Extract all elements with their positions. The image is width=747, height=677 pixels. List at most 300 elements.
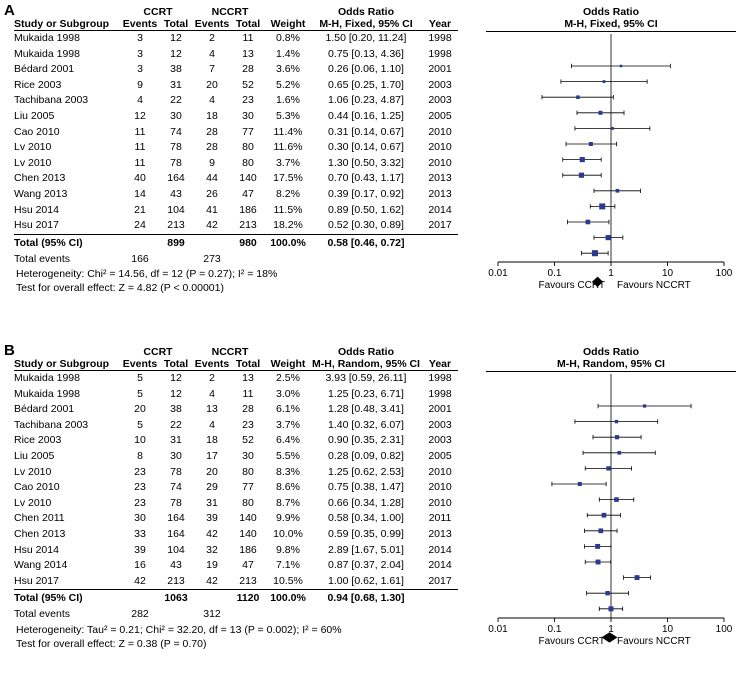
cell-e1: 11	[134, 141, 146, 154]
panel-a-total-row	[14, 234, 458, 252]
cell-weight: 9.9%	[276, 512, 300, 525]
cell-e1: 23	[134, 496, 146, 509]
cell-study: Lv 2010	[14, 141, 52, 154]
total-n2: 1120	[230, 590, 266, 608]
cell-e1: 42	[134, 574, 146, 587]
cell-study: Lv 2010	[14, 156, 52, 169]
cell-e2: 20	[206, 78, 218, 91]
cell-n1: 12	[170, 47, 182, 60]
cell-n1: 74	[170, 481, 182, 494]
cell-n1: 31	[170, 78, 182, 91]
cell-weight: 10.5%	[273, 574, 303, 587]
cell-e1: 11	[134, 125, 146, 138]
cell-year: 1998	[428, 32, 452, 44]
cell-n2: 47	[242, 187, 254, 200]
cell-weight: 3.7%	[276, 418, 300, 431]
cell-n2: 23	[242, 418, 254, 431]
cell-study: Bédard 2001	[14, 63, 75, 76]
panel-a-events-row	[14, 252, 458, 268]
table-row	[14, 574, 458, 590]
cell-study: Tachibana 2003	[14, 94, 89, 107]
cell-study: Hsu 2014	[14, 203, 59, 216]
cell-e1: 9	[137, 78, 143, 91]
cell-e2: 17	[206, 449, 218, 462]
cell-weight: 11.4%	[273, 125, 303, 138]
cell-year: 2013	[428, 172, 452, 185]
cell-weight: 1.4%	[276, 47, 300, 60]
cell-n1: 31	[170, 434, 182, 447]
cell-study: Mukaida 1998	[14, 372, 80, 384]
cell-n2: 11	[242, 32, 254, 44]
panel-b-overall-effect: Test for overall effect: Z = 0.38 (P = 0.70)	[16, 637, 207, 650]
cell-e1: 14	[134, 187, 146, 200]
cell-or: 1.25 [0.62, 2.53]	[328, 465, 404, 478]
panel-b-forest-svg	[486, 372, 736, 672]
cell-study: Chen 2011	[14, 512, 65, 525]
cell-e1: 10	[134, 434, 146, 447]
total-events-label: Total events	[14, 252, 71, 265]
header-total-2: Total	[230, 358, 266, 371]
header-year: Year	[422, 358, 458, 371]
cell-study: Liu 2005	[14, 449, 55, 462]
table-row	[14, 387, 458, 403]
cell-e2: 9	[209, 156, 215, 169]
cell-study: Cao 2010	[14, 481, 60, 494]
cell-n2: 140	[239, 512, 257, 525]
cell-n2: 213	[239, 574, 257, 587]
cell-n2: 28	[242, 403, 254, 416]
panel-a-rows	[14, 31, 458, 235]
cell-or: 0.26 [0.06, 1.10]	[328, 63, 404, 76]
panel-b-plot-subtitle: M-H, Random, 95% CI	[486, 358, 736, 372]
cell-e1: 5	[137, 387, 143, 400]
panel-a-plot-title: Odds Ratio	[582, 6, 639, 18]
cell-n1: 164	[167, 527, 185, 540]
cell-study: Bédard 2001	[14, 403, 75, 416]
cell-e2: 4	[209, 47, 215, 60]
cell-n1: 78	[170, 496, 182, 509]
cell-n2: 13	[242, 47, 254, 60]
cell-or: 2.89 [1.67, 5.01]	[328, 543, 404, 556]
table-header-columns	[14, 358, 458, 371]
cell-year: 2010	[428, 465, 452, 478]
cell-n1: 164	[167, 172, 185, 185]
table-row	[14, 511, 458, 527]
total-n1: 1063	[158, 590, 194, 608]
cell-n2: 13	[242, 372, 254, 384]
table-row	[14, 109, 458, 125]
cell-e2: 4	[209, 94, 215, 107]
cell-n2: 30	[242, 449, 254, 462]
total-label: Total (95% CI)	[14, 590, 122, 608]
header-weight: Weight	[266, 358, 310, 371]
cell-year: 2010	[428, 125, 452, 138]
cell-study: Lv 2010	[14, 496, 52, 509]
cell-year: 2014	[428, 559, 452, 572]
cell-or: 0.70 [0.43, 1.17]	[328, 172, 404, 185]
cell-or: 1.30 [0.50, 3.32]	[328, 156, 404, 169]
cell-or: 0.59 [0.35, 0.99]	[328, 527, 404, 540]
cell-year: 2003	[428, 78, 452, 91]
cell-e1: 20	[134, 403, 146, 416]
table-row	[14, 449, 458, 465]
panel-a-label: A	[4, 2, 15, 19]
header-group-nccrt: NCCRT	[211, 6, 249, 18]
table-row	[14, 47, 458, 63]
panel-b-table-wrap	[14, 346, 458, 651]
svg-text:0.01: 0.01	[488, 268, 508, 279]
cell-or: 1.06 [0.23, 4.87]	[328, 94, 404, 107]
cell-e2: 26	[206, 187, 218, 200]
header-study: Study or Subgroup	[14, 358, 122, 371]
svg-text:Favours NCCRT: Favours NCCRT	[617, 636, 691, 647]
table-row	[14, 125, 458, 141]
header-group-ccrt: CCRT	[143, 6, 173, 18]
cell-n2: 213	[239, 219, 257, 232]
cell-n2: 77	[242, 125, 254, 138]
cell-e1: 3	[137, 32, 143, 44]
cell-weight: 5.3%	[276, 109, 300, 122]
header-events-1: Events	[122, 18, 158, 30]
cell-e2: 42	[206, 219, 218, 232]
cell-study: Rice 2003	[14, 78, 62, 91]
cell-e2: 20	[206, 465, 218, 478]
panel-b-plot	[486, 346, 736, 672]
cell-n1: 213	[167, 574, 185, 587]
total-n1: 899	[158, 234, 194, 252]
cell-or: 0.89 [0.50, 1.62]	[328, 203, 404, 216]
cell-n2: 23	[242, 94, 254, 107]
panel-b	[0, 340, 747, 677]
cell-n1: 78	[170, 156, 182, 169]
cell-study: Hsu 2017	[14, 219, 59, 232]
cell-or: 1.50 [0.20, 11.24]	[325, 32, 407, 44]
cell-study: Mukaida 1998	[14, 47, 80, 60]
cell-or: 0.75 [0.38, 1.47]	[328, 481, 404, 494]
cell-n2: 77	[242, 481, 254, 494]
cell-year: 2010	[428, 496, 452, 509]
cell-or: 0.75 [0.13, 4.36]	[328, 47, 404, 60]
cell-year: 2003	[428, 434, 452, 447]
cell-n1: 43	[170, 559, 182, 572]
cell-year: 2001	[428, 63, 452, 76]
cell-weight: 18.2%	[273, 219, 303, 232]
table-row	[14, 480, 458, 496]
cell-study: Cao 2010	[14, 125, 60, 138]
header-year: Year	[422, 18, 458, 31]
cell-e2: 41	[206, 203, 218, 216]
cell-e2: 18	[206, 109, 218, 122]
cell-year: 2017	[428, 574, 452, 587]
cell-n1: 74	[170, 125, 182, 138]
cell-e1: 12	[134, 109, 146, 122]
cell-weight: 8.2%	[276, 187, 300, 200]
cell-n2: 140	[239, 527, 257, 540]
cell-n2: 80	[242, 156, 254, 169]
cell-or: 3.93 [0.59, 26.11]	[325, 372, 407, 384]
total-events-2: 273	[203, 252, 221, 265]
cell-weight: 7.1%	[276, 559, 300, 572]
cell-weight: 6.4%	[276, 434, 300, 447]
cell-weight: 9.8%	[276, 543, 300, 556]
cell-year: 2014	[428, 203, 452, 216]
table-row	[14, 558, 458, 574]
header-odds-ratio: Odds Ratio	[337, 6, 394, 18]
panel-b-plot-title: Odds Ratio	[582, 346, 639, 358]
svg-text:Favours NCCRT: Favours NCCRT	[617, 280, 691, 291]
cell-n1: 78	[170, 141, 182, 154]
cell-weight: 3.0%	[276, 387, 300, 400]
header-events-2: Events	[194, 18, 230, 30]
table-row	[14, 171, 458, 187]
total-events-1: 166	[131, 252, 149, 265]
cell-or: 0.52 [0.30, 0.89]	[328, 219, 404, 232]
svg-text:0.1: 0.1	[547, 268, 562, 279]
cell-n2: 11	[242, 387, 254, 400]
cell-or: 0.87 [0.37, 2.04]	[328, 559, 404, 572]
cell-or: 0.30 [0.14, 0.67]	[328, 141, 404, 154]
cell-e2: 4	[209, 418, 215, 431]
cell-e1: 24	[134, 219, 146, 232]
cell-e1: 5	[137, 418, 143, 431]
table-row	[14, 187, 458, 203]
cell-e1: 33	[134, 527, 146, 540]
cell-n1: 38	[170, 63, 182, 76]
total-weight: 100.0%	[266, 234, 310, 252]
cell-n1: 12	[170, 32, 182, 44]
cell-study: Liu 2005	[14, 109, 55, 122]
cell-n1: 78	[170, 465, 182, 478]
cell-e2: 42	[206, 574, 218, 587]
cell-e1: 21	[134, 203, 146, 216]
cell-e2: 29	[206, 481, 218, 494]
cell-e2: 7	[209, 63, 215, 76]
cell-or: 1.25 [0.23, 6.71]	[328, 387, 404, 400]
table-header-groups	[14, 346, 458, 358]
cell-study: Chen 2013	[14, 527, 66, 540]
svg-text:Favours CCRT: Favours CCRT	[538, 280, 605, 291]
cell-or: 0.65 [0.25, 1.70]	[328, 78, 404, 91]
cell-study: Wang 2013	[14, 187, 68, 200]
cell-year: 2010	[428, 156, 452, 169]
cell-study: Mukaida 1998	[14, 32, 80, 44]
cell-n1: 30	[170, 109, 182, 122]
cell-weight: 11.6%	[273, 141, 303, 154]
svg-text:0.1: 0.1	[547, 624, 562, 635]
panel-b-table	[14, 346, 458, 623]
cell-year: 2013	[428, 187, 452, 200]
cell-e1: 16	[134, 559, 146, 572]
header-total-1: Total	[158, 358, 194, 371]
cell-or: 0.44 [0.16, 1.25]	[328, 109, 404, 122]
cell-study: Hsu 2017	[14, 574, 59, 587]
cell-or: 0.66 [0.34, 1.28]	[328, 496, 404, 509]
table-row	[14, 31, 458, 47]
panel-a	[0, 0, 747, 330]
cell-weight: 8.3%	[276, 465, 300, 478]
svg-text:100: 100	[715, 624, 733, 635]
cell-year: 2001	[428, 403, 452, 416]
cell-year: 2003	[428, 418, 452, 431]
cell-year: 2017	[428, 219, 452, 232]
header-study: Study or Subgroup	[14, 18, 122, 31]
cell-e1: 3	[137, 63, 143, 76]
cell-weight: 3.7%	[276, 156, 300, 169]
panel-b-heterogeneity: Heterogeneity: Tau² = 0.21; Chi² = 32.20, df = 13 (P = 0.002); I² = 60%	[16, 623, 342, 636]
header-total-2: Total	[230, 18, 266, 31]
cell-e1: 5	[137, 372, 143, 384]
cell-e2: 28	[206, 125, 218, 138]
cell-n2: 140	[239, 172, 257, 185]
cell-year: 2011	[428, 512, 452, 525]
cell-n2: 28	[242, 63, 254, 76]
cell-year: 1998	[428, 387, 452, 400]
svg-text:10: 10	[661, 624, 674, 635]
cell-n1: 22	[170, 418, 182, 431]
cell-n1: 43	[170, 187, 182, 200]
panel-a-overall-effect: Test for overall effect: Z = 4.82 (P < 0.00001)	[16, 282, 224, 295]
cell-weight: 6.1%	[276, 403, 300, 416]
cell-weight: 17.5%	[273, 172, 303, 185]
cell-n1: 164	[167, 512, 185, 525]
svg-text:1: 1	[608, 624, 614, 635]
cell-e2: 2	[209, 32, 215, 44]
cell-n1: 213	[167, 219, 185, 232]
table-header-columns	[14, 18, 458, 31]
cell-e2: 28	[206, 141, 218, 154]
table-row	[14, 496, 458, 512]
panel-a-heterogeneity: Heterogeneity: Chi² = 14.56, df = 12 (P = 0.27); I² = 18%	[16, 268, 278, 281]
header-group-ccrt: CCRT	[143, 346, 173, 358]
panel-a-forest-svg	[486, 32, 736, 322]
svg-text:0.01: 0.01	[488, 624, 508, 635]
cell-year: 2005	[428, 449, 452, 462]
panel-b-rows	[14, 371, 458, 590]
total-events-label: Total events	[14, 608, 71, 621]
cell-n2: 47	[242, 559, 254, 572]
cell-e2: 32	[206, 543, 218, 556]
panel-a-table	[14, 6, 458, 267]
table-row	[14, 418, 458, 434]
table-row	[14, 527, 458, 543]
cell-weight: 5.2%	[276, 78, 300, 91]
table-row	[14, 465, 458, 481]
cell-e1: 39	[134, 543, 146, 556]
cell-e2: 42	[206, 527, 218, 540]
cell-n2: 80	[242, 496, 254, 509]
cell-year: 2013	[428, 527, 452, 540]
cell-weight: 8.7%	[276, 496, 300, 509]
table-row	[14, 543, 458, 559]
panel-a-plot	[486, 6, 736, 322]
panel-b-total-row	[14, 590, 458, 608]
cell-e2: 31	[206, 496, 218, 509]
cell-year: 2005	[428, 109, 452, 122]
total-or: 0.94 [0.68, 1.30]	[310, 590, 422, 608]
table-row	[14, 93, 458, 109]
cell-e1: 8	[137, 449, 143, 462]
cell-n2: 80	[242, 465, 254, 478]
header-total-1: Total	[158, 18, 194, 31]
total-label: Total (95% CI)	[14, 234, 122, 252]
cell-or: 0.31 [0.14, 0.67]	[328, 125, 404, 138]
cell-year: 2014	[428, 543, 452, 556]
cell-e2: 39	[206, 512, 218, 525]
header-or-model: M-H, Random, 95% CI	[310, 358, 422, 371]
cell-n1: 104	[167, 543, 185, 556]
cell-e2: 13	[206, 403, 218, 416]
cell-year: 1998	[428, 47, 452, 60]
cell-n1: 38	[170, 403, 182, 416]
total-n2: 980	[230, 234, 266, 252]
table-row	[14, 218, 458, 234]
svg-text:Favours CCRT: Favours CCRT	[538, 636, 605, 647]
header-events-2: Events	[194, 358, 230, 370]
table-row	[14, 62, 458, 78]
cell-or: 1.28 [0.48, 3.41]	[328, 403, 404, 416]
cell-e2: 18	[206, 434, 218, 447]
header-or-model: M-H, Fixed, 95% CI	[310, 18, 422, 31]
total-events-1: 282	[131, 608, 149, 621]
panel-b-events-row	[14, 607, 458, 623]
cell-weight: 11.5%	[273, 203, 303, 216]
cell-n1: 104	[167, 203, 185, 216]
cell-weight: 3.6%	[276, 63, 300, 76]
header-events-1: Events	[122, 358, 158, 370]
header-odds-ratio: Odds Ratio	[337, 346, 394, 358]
cell-e1: 30	[134, 512, 146, 525]
cell-n1: 30	[170, 449, 182, 462]
cell-e1: 4	[137, 94, 143, 107]
cell-or: 1.40 [0.32, 6.07]	[328, 418, 404, 431]
cell-study: Wang 2014	[14, 559, 68, 572]
cell-n2: 52	[242, 434, 254, 447]
cell-year: 2010	[428, 141, 452, 154]
cell-e1: 40	[134, 172, 146, 185]
cell-e1: 11	[134, 156, 146, 169]
cell-study: Hsu 2014	[14, 543, 59, 556]
total-events-2: 312	[203, 608, 221, 621]
cell-year: 1998	[428, 372, 452, 384]
table-row	[14, 156, 458, 172]
cell-or: 0.90 [0.35, 2.31]	[328, 434, 404, 447]
cell-year: 2003	[428, 94, 452, 107]
table-row	[14, 433, 458, 449]
cell-e1: 23	[134, 481, 146, 494]
cell-study: Lv 2010	[14, 465, 52, 478]
cell-or: 1.00 [0.62, 1.61]	[328, 574, 404, 587]
cell-e2: 19	[206, 559, 218, 572]
panel-b-label: B	[4, 342, 15, 359]
cell-n1: 22	[170, 94, 182, 107]
cell-weight: 5.5%	[276, 449, 300, 462]
cell-e1: 23	[134, 465, 146, 478]
cell-or: 0.28 [0.09, 0.82]	[328, 449, 404, 462]
cell-weight: 1.6%	[276, 94, 300, 107]
table-row	[14, 140, 458, 156]
cell-weight: 2.5%	[276, 372, 300, 384]
cell-n2: 30	[242, 109, 254, 122]
header-group-nccrt: NCCRT	[211, 346, 249, 358]
cell-n2: 80	[242, 141, 254, 154]
cell-e2: 4	[209, 387, 215, 400]
panel-a-plot-subtitle: M-H, Fixed, 95% CI	[486, 18, 736, 32]
panel-a-table-wrap	[14, 6, 458, 295]
total-or: 0.58 [0.46, 0.72]	[310, 234, 422, 252]
svg-text:100: 100	[715, 268, 733, 279]
cell-e2: 2	[209, 372, 215, 384]
table-row	[14, 371, 458, 387]
